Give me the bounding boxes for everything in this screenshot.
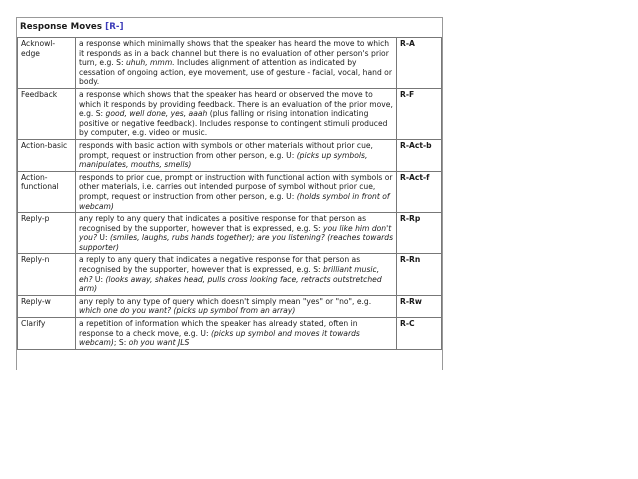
example-text: (smiles, laughs, rubs hands together); are you listening? (reaches towards supporter) bbox=[79, 233, 394, 252]
bottom-spacer bbox=[17, 350, 442, 370]
description-text: (plus falling or rising intonation indicating positive or negative feedback). Includes response to contingent stimuli produced by computer, e.g. video or music. bbox=[79, 109, 388, 138]
move-term: Reply-w bbox=[18, 295, 76, 317]
example-text: oh you want JLS bbox=[128, 338, 190, 348]
table-body bbox=[18, 38, 442, 350]
table-row bbox=[18, 318, 442, 350]
table-row bbox=[18, 38, 442, 89]
move-term: Action-basic bbox=[18, 139, 76, 171]
heading-code: [R-] bbox=[105, 22, 124, 32]
move-term: Feedback bbox=[18, 88, 76, 139]
table-heading bbox=[17, 17, 442, 37]
move-code: R-Rn bbox=[397, 254, 442, 295]
move-description bbox=[76, 318, 397, 350]
move-description bbox=[76, 213, 397, 254]
move-code: R-Act-f bbox=[397, 171, 442, 212]
description-text: a response which shows that the speaker has heard or observed the move to which it responds by providing feedback. There is an evaluation of the prior move, e.g. S: bbox=[79, 89, 393, 119]
response-moves-sheet bbox=[16, 17, 443, 370]
move-code: R-A bbox=[397, 38, 442, 89]
description-text: U: bbox=[96, 233, 110, 243]
example-text: (picks up symbol and moves it towards webcam) bbox=[79, 328, 360, 348]
move-code: R-F bbox=[397, 88, 442, 139]
example-text: brilliant music, eh? bbox=[79, 265, 380, 284]
example-text: (picks up symbols, manipulates, mouths, smells) bbox=[79, 150, 368, 170]
table-row bbox=[18, 88, 442, 139]
move-term: Reply-n bbox=[18, 254, 76, 295]
heading-label: Response Moves bbox=[20, 22, 106, 32]
move-description bbox=[76, 171, 397, 212]
description-text: a repetition of information which the speaker has already stated, often in response to a check move, e.g. U: bbox=[79, 319, 358, 338]
example-text: which one do you want? (picks up symbol from an array) bbox=[79, 306, 296, 316]
move-code: R-C bbox=[397, 318, 442, 350]
move-term: Acknowl-edge bbox=[18, 38, 76, 89]
move-code: R-Rp bbox=[397, 213, 442, 254]
move-description bbox=[76, 88, 397, 139]
description-text: U: bbox=[92, 274, 106, 284]
move-term: Action-functional bbox=[18, 171, 76, 212]
move-code: R-Act-b bbox=[397, 139, 442, 171]
move-term: Reply-p bbox=[18, 213, 76, 254]
description-text: responds to prior cue, prompt or instruction with functional action with symbols or other materials, i.e. carries out intended purpose of symbol without prior cue, prompt, request or instruction from other person, e.g. U: bbox=[79, 172, 393, 201]
response-moves-table bbox=[17, 37, 442, 350]
table-row bbox=[18, 213, 442, 254]
table-row bbox=[18, 295, 442, 317]
description-text: any reply to any query that indicates a positive response for that person as recognised by the supporter, however that is expressed, e.g. S: bbox=[79, 214, 367, 233]
example-text: (holds symbol in front of webcam) bbox=[79, 191, 390, 211]
description-text: responds with basic action with symbols or other materials without prior cue, prompt, request or instruction from other person, e.g. U: bbox=[79, 140, 373, 160]
move-description bbox=[76, 38, 397, 89]
description-text: any reply to any type of query which doesn't simply mean "yes" or "no", e.g. bbox=[79, 296, 372, 306]
table-row bbox=[18, 171, 442, 212]
example-text: good, well done, yes, aaah bbox=[105, 109, 208, 119]
move-description bbox=[76, 295, 397, 317]
example-text: (looks away, shakes head, pulls cross looking face, retracts outstretched arm) bbox=[79, 274, 382, 294]
example-text: you like him don't you? bbox=[79, 223, 392, 243]
table-row bbox=[18, 254, 442, 295]
description-text: Includes alignment of attention as indicated by cessation of ongoing action, eye movement, use of gesture - facial, vocal, hand or body. bbox=[79, 58, 392, 87]
move-description bbox=[76, 139, 397, 171]
description-text: ; S: bbox=[113, 338, 129, 348]
description-text: a response which minimally shows that the speaker has heard the move to which it responds as in a back channel but there is no evaluation of other person's prior turn, e.g. S: bbox=[79, 39, 390, 68]
description-text: a reply to any query that indicates a negative response for that person as recognised by the supporter, however that is expressed, e.g. S: bbox=[79, 255, 361, 275]
table-row bbox=[18, 139, 442, 171]
move-description bbox=[76, 254, 397, 295]
example-text: uhuh, mmm. bbox=[125, 58, 175, 68]
move-term: Clarify bbox=[18, 318, 76, 350]
move-code: R-Rw bbox=[397, 295, 442, 317]
